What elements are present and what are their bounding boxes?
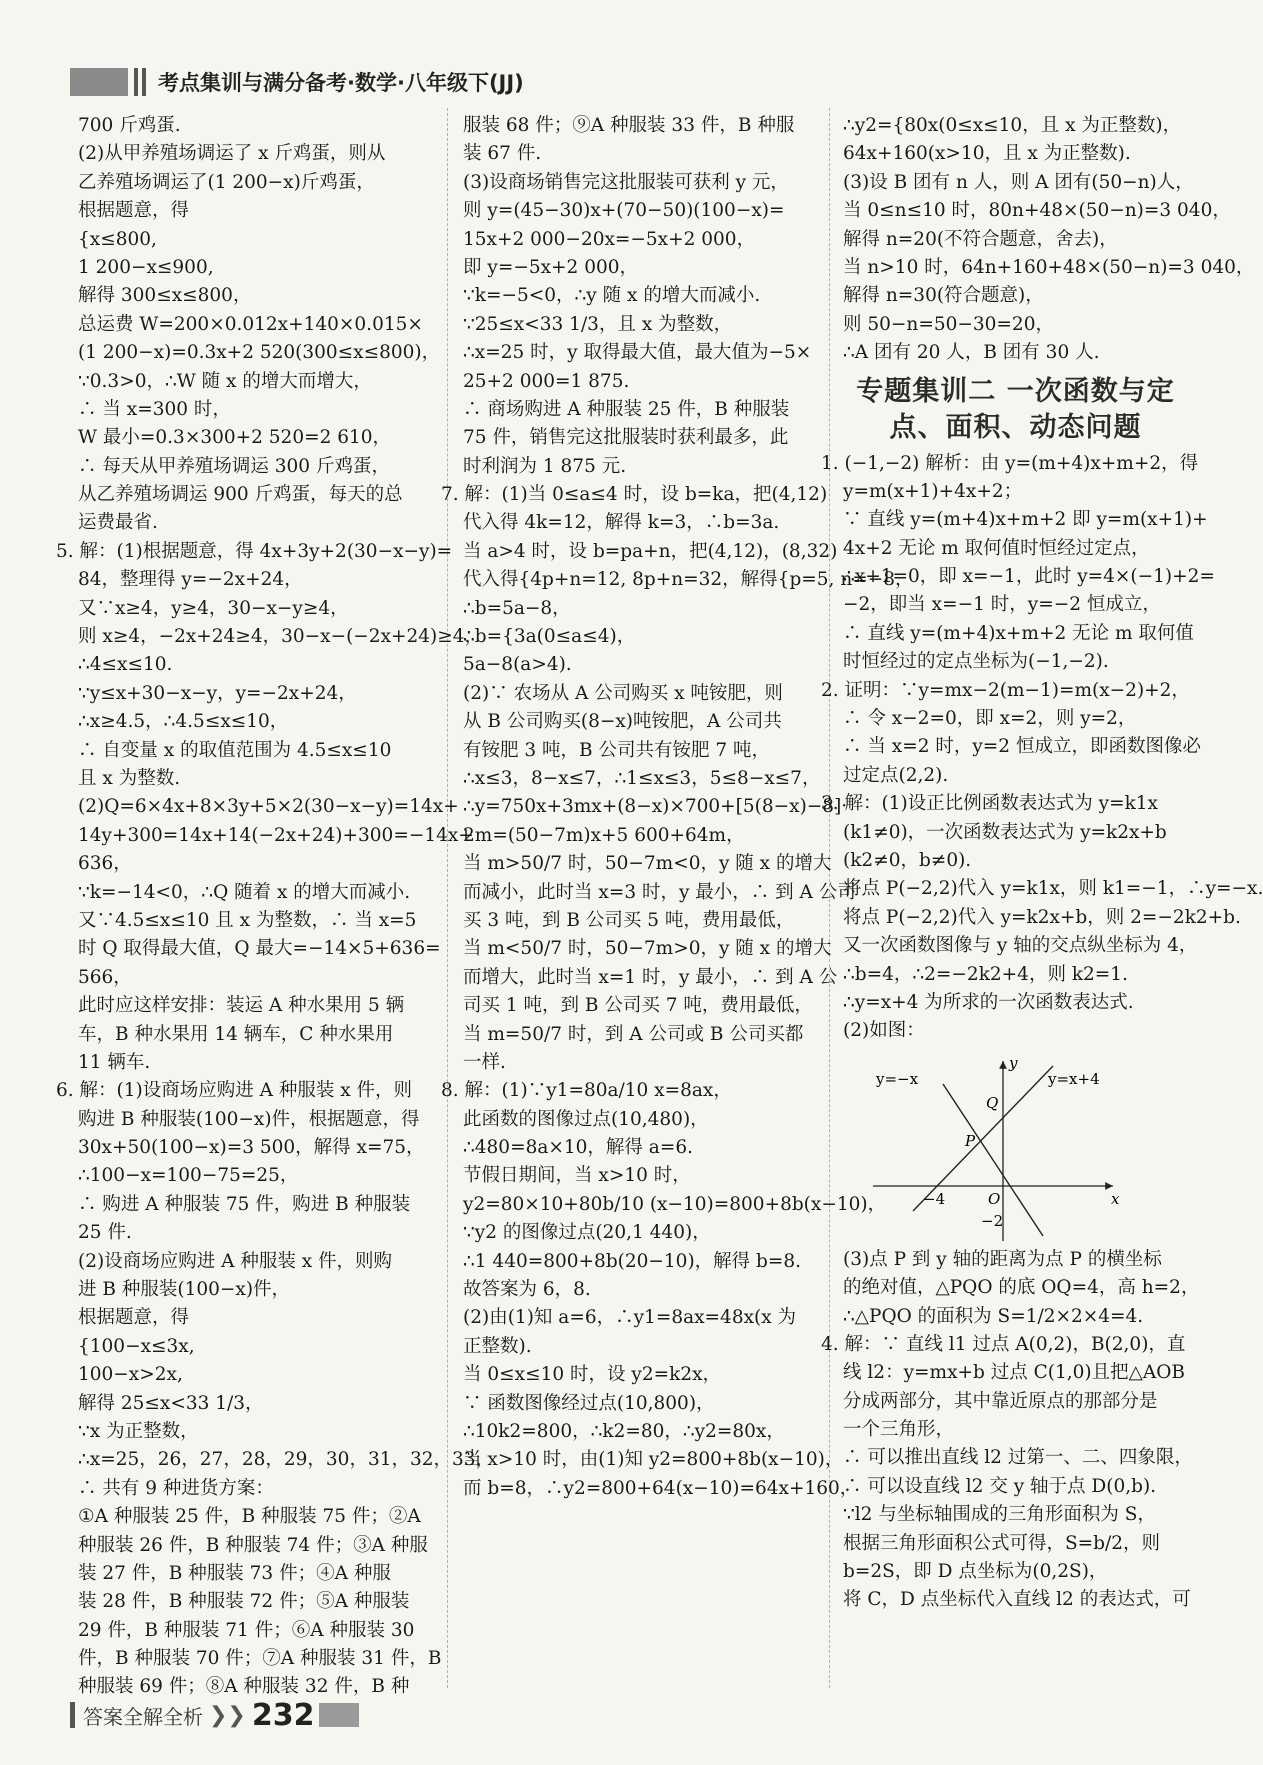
text-line: 代入得{4p+n=12, 8p+n=32，解得{p=5, n=−8， — [463, 569, 914, 591]
text-line: ∵y≤x+30−x−y，y=−2x+24， — [78, 682, 357, 704]
text-line: ∴1 440=800+8b(20−10)，解得 b=8. — [463, 1250, 802, 1272]
text-line: ∴ 自变量 x 的取值范围为 4.5≤x≤10 — [78, 739, 392, 761]
text-line: (k1≠0)，一次函数表达式为 y=k2x+b — [843, 821, 1167, 843]
column-right — [821, 112, 1263, 1615]
text-line: 当 m=50/7 时，到 A 公司或 B 公司买都 — [463, 1023, 804, 1045]
text-line: 装 67 件. — [463, 143, 542, 165]
text-line: ∵y2 的图像过点(20,1 440)， — [463, 1222, 711, 1244]
text-line: ∵25≤x<33 1/3，且 x 为整数， — [463, 313, 733, 335]
text-line: 根据题意，得 — [78, 200, 190, 222]
text-line: 从乙养殖场调运 900 斤鸡蛋，每天的总 — [78, 484, 403, 506]
text-line: ∵ 直线 y=(m+4)x+m+2 即 y=m(x+1)+ — [843, 509, 1208, 531]
text-line: 解得 25≤x<33 1/3， — [78, 1392, 264, 1414]
text-line: 进 B 种服装(100−x)件， — [78, 1279, 291, 1301]
text-line: 过定点(2,2). — [843, 764, 949, 786]
text-line: 时利润为 1 875 元. — [463, 455, 627, 477]
text-line: ∴x=25，26，27，28，29，30，31，32，33， — [78, 1449, 495, 1471]
text-line: 分成两部分，其中靠近原点的那部分是 — [843, 1390, 1158, 1412]
text-line: ∵ 函数图像经过点(10,800)， — [463, 1392, 715, 1414]
text-line: 64x+160(x>10，且 x 为正整数). — [843, 143, 1131, 165]
text-line: 且 x 为整数. — [78, 767, 181, 789]
text-line: −2，即当 x=−1 时，y=−2 恒成立， — [843, 594, 1161, 616]
text-line: 11 辆车. — [78, 1051, 151, 1073]
text-line: 将点 P(−2,2)代入 y=k1x，则 k1=−1，∴y=−x. — [843, 878, 1263, 900]
text-line: 种服装 26 件，B 种服装 74 件；③A 种服 — [78, 1534, 428, 1556]
text-line: (1 200−x)=0.3x+2 520(300≤x≤800)， — [78, 342, 441, 364]
question-line: 2. 证明：∵y=mx−2(m−1)=m(x−2)+2， — [821, 679, 1190, 701]
text-line: y2=80×10+80b/10 (x−10)=800+8b(x−10)， — [463, 1193, 887, 1215]
text-line: ∴ 可以推出直线 l2 过第一、二、四象限， — [843, 1447, 1193, 1469]
question-line: 1. (−1,−2) 解析：由 y=(m+4)x+m+2，得 — [821, 452, 1199, 474]
text-line: 司买 1 吨，到 B 公司买 7 吨，费用最低， — [463, 995, 813, 1017]
text-line: ∴100−x=100−75=25， — [78, 1165, 299, 1187]
section-title: 专题集训二 一次函数与定 — [856, 375, 1175, 407]
page-number: 232 — [251, 1697, 315, 1733]
text-line: 14y+300=14x+14(−2x+24)+300=−14x+ — [78, 824, 474, 846]
text-line: ∵0.3>0，∴W 随 x 的增大而增大， — [78, 370, 372, 392]
page-header — [70, 62, 524, 102]
text-line: 而减小，此时当 x=3 时，y 最小，∴ 到 A 公司 — [463, 881, 856, 903]
text-line: ∴ 当 x=2 时，y=2 恒成立，即函数图像必 — [843, 736, 1201, 758]
text-line: 2m=(50−7m)x+5 600+64m， — [463, 824, 745, 846]
text-line: 当 a>4 时，设 b=pa+n，把(4,12)，(8,32) — [463, 540, 838, 562]
text-line: 则 x≥4，−2x+24≥4，30−x−(−2x+24)≥4， — [78, 626, 484, 648]
text-line: 节假日期间，当 x>10 时， — [463, 1165, 691, 1187]
text-line: 解得 n=30(符合题意)， — [843, 285, 1044, 307]
text-line: ∵x 为正整数， — [78, 1420, 199, 1442]
text-line: ∴ 令 x−2=0，即 x=2，则 y=2， — [843, 708, 1137, 730]
text-line: ∵k=−5<0，∴y 随 x 的增大而减小. — [463, 285, 761, 307]
text-line: (k2≠0，b≠0). — [843, 849, 972, 871]
text-line: 100−x>2x, — [78, 1364, 183, 1386]
text-line: (2)设商场应购进 A 种服装 x 件，则购 — [78, 1250, 393, 1272]
text-line: 乙养殖场调运了(1 200−x)斤鸡蛋， — [78, 171, 375, 193]
text-line: 解得 300≤x≤800， — [78, 285, 252, 307]
text-line: 566， — [78, 966, 132, 988]
text-line: 从 B 公司购买(8−x)吨铵肥，A 公司共 — [463, 711, 782, 733]
text-line: y=m(x+1)+4x+2； — [843, 480, 1023, 502]
point-q-label: Q — [986, 1093, 999, 1112]
text-line: 30x+50(100−x)=3 500，解得 x=75， — [78, 1137, 425, 1159]
text-line: 时 Q 取得最大值，Q 最大=−14×5+636= — [78, 938, 441, 960]
text-line: 根据三角形面积公式可得，S=b/2，则 — [843, 1532, 1161, 1554]
text-line: ∴4≤x≤10. — [78, 654, 173, 676]
text-line: 4x+2 无论 m 取何值时恒经过定点， — [843, 537, 1150, 559]
text-line: ∴y=x+4 为所求的一次函数表达式. — [843, 991, 1134, 1013]
question-line: 3. 解：(1)设正比例函数表达式为 y=k1x — [821, 793, 1158, 815]
text-line: ∵l2 与坐标轴围成的三角形面积为 S， — [843, 1504, 1156, 1526]
text-line: 服装 68 件；⑨A 种服装 33 件，B 种服 — [463, 115, 795, 136]
text-line: ∴ 可以设直线 l2 交 y 轴于点 D(0,b). — [843, 1475, 1157, 1497]
text-line: 根据题意，得 — [78, 1307, 190, 1329]
text-line: ∴x≥4.5，∴4.5≤x≤10， — [78, 711, 289, 733]
text-line: 又一次函数图像与 y 轴的交点纵坐标为 4， — [843, 935, 1198, 957]
text-line: 购进 B 种服装(100−x)件，根据题意，得 — [78, 1108, 420, 1130]
label-y-x-plus-4: y=x+4 — [1048, 1069, 1100, 1088]
text-line: 700 斤鸡蛋. — [78, 115, 181, 136]
text-line: 装 27 件，B 种服装 73 件；④A 种服 — [78, 1562, 391, 1584]
text-line: ∴ 购进 A 种服装 75 件，购进 B 种服装 — [78, 1193, 411, 1215]
question-line: 7. 解：(1)当 0≤a≤4 时，设 b=ka，把(4,12) — [441, 484, 828, 506]
text-line: 此函数的图像过点(10,480)， — [463, 1108, 709, 1130]
label-y-neg-x: y=−x — [876, 1069, 919, 1088]
text-line: 则 50−n=50−30=20， — [843, 313, 1054, 335]
question-line: 6. 解：(1)设商场应购进 A 种服装 x 件，则 — [56, 1080, 413, 1102]
text-line: 当 m<50/7 时，50−7m>0，y 随 x 的增大 — [463, 938, 832, 960]
text-line: ∴△PQO 的面积为 S=1/2×2×4=4. — [843, 1305, 1144, 1327]
x-axis-label: x — [1111, 1189, 1120, 1208]
text-line: 解得 n=20(不符合题意，舍去)， — [843, 228, 1118, 250]
text-line: 装 28 件，B 种服装 72 件；⑤A 种服装 — [78, 1591, 410, 1613]
footer-decoration-bar — [70, 1702, 75, 1728]
origin-label: O — [988, 1189, 1001, 1208]
text-line: 当 m>50/7 时，50−7m<0，y 随 x 的增大 — [463, 853, 832, 875]
text-line: 将点 P(−2,2)代入 y=k2x+b，则 2=−2k2+b. — [843, 906, 1241, 928]
text-line: 当 0≤n≤10 时，80n+48×(50−n)=3 040， — [843, 200, 1231, 222]
text-line: 的绝对值，△PQO 的底 OQ=4，高 h=2， — [843, 1277, 1200, 1299]
text-line: ∴ 共有 9 种进货方案： — [78, 1477, 274, 1499]
text-line: 25 件. — [78, 1222, 132, 1244]
book-title: 考点集训与满分备考·数学·八年级下(JJ) — [158, 71, 524, 95]
y-tick-label: −2 — [981, 1211, 1004, 1230]
text-line: 此时应这样安排：装运 A 种水果用 5 辆 — [78, 995, 405, 1017]
text-line: 25+2 000=1 875. — [463, 370, 630, 392]
text-line: 故答案为 6，8. — [463, 1279, 591, 1301]
text-line: 又∵4.5≤x≤10 且 x 为整数，∴ 当 x=5 — [78, 909, 417, 931]
text-line: 当 x>10 时，由(1)知 y2=800+8b(x−10)， — [463, 1449, 844, 1471]
text-line: 有铵肥 3 吨，B 公司共有铵肥 7 吨， — [463, 739, 771, 761]
text-line: (3)设 B 团有 n 人，则 A 团有(50−n)人， — [843, 171, 1194, 193]
text-line: ∴480=8a×10，解得 a=6. — [463, 1137, 693, 1159]
text-line: 总运费 W=200×0.012x+140×0.015× — [78, 313, 423, 335]
footer-label: 答案全解全析 — [83, 1704, 203, 1729]
text-line: 又∵x≥4，y≥4，30−x−y≥4， — [78, 597, 349, 619]
text-line: ∴y2={80x(0≤x≤10，且 x 为正整数)， — [843, 115, 1182, 136]
text-line: 84，整理得 y=−2x+24， — [78, 569, 303, 591]
text-line: ∴b=4，∴2=−2k2+4，则 k2=1. — [843, 963, 1128, 985]
text-line: {100−x≤3x, — [78, 1335, 195, 1357]
text-line: ∴ 直线 y=(m+4)x+m+2 无论 m 取何值 — [843, 622, 1194, 644]
text-line: W 最小=0.3×300+2 520=2 610， — [78, 427, 392, 449]
text-line: 1 200−x≤900, — [78, 256, 214, 278]
text-line: ∴y=750x+3mx+(8−x)×700+[5(8−x)−8]· — [463, 796, 848, 818]
text-line: ∴x≤3，8−x≤7，∴1≤x≤3，5≤8−x≤7， — [463, 767, 821, 789]
footer-decoration-block — [319, 1703, 359, 1727]
text-line: ∴A 团有 20 人，B 团有 30 人. — [843, 342, 1100, 364]
double-chevron-icon: ❯❯ — [209, 1702, 246, 1728]
text-line: 车，B 种水果用 14 辆车，C 种水果用 — [78, 1023, 394, 1045]
question-line: 4. 解：∵ 直线 l1 过点 A(0,2)，B(2,0)，直 — [821, 1333, 1186, 1355]
text-line: (2)由(1)知 a=6，∴y1=8ax=48x(x 为 — [463, 1307, 797, 1329]
text-line: b=2S，即 D 点坐标为(0,2S)， — [843, 1561, 1108, 1583]
question-line: 8. 解：(1)∵y1=80a/10 x=8ax， — [441, 1080, 732, 1102]
text-line: 运费最省. — [78, 512, 158, 534]
text-line: 15x+2 000−20x=−5x+2 000， — [463, 228, 756, 250]
text-line: ∴10k2=800，∴k2=80，∴y2=80x， — [463, 1420, 785, 1442]
text-line: ∴x=25 时，y 取得最大值，最大值为−5× — [463, 342, 812, 364]
text-line: 当 n>10 时，64n+160+48×(50−n)=3 040， — [843, 256, 1255, 278]
text-line: ∴x+1=0，即 x=−1，此时 y=4×(−1)+2= — [843, 566, 1215, 588]
text-line: 时恒经过的定点坐标为(−1,−2). — [843, 651, 1109, 673]
text-line: 种服装 69 件；⑧A 种服装 32 件，B 种 — [78, 1676, 410, 1698]
page-footer — [70, 1697, 359, 1733]
point-p-label: P — [965, 1131, 976, 1150]
text-line: 一个三角形， — [843, 1419, 955, 1441]
text-line: 则 y=(45−30)x+(70−50)(100−x)= — [463, 200, 785, 222]
text-line: ∴b=5a−8， — [463, 597, 571, 619]
text-line: (2)从甲养殖场调运了 x 斤鸡蛋，则从 — [78, 143, 386, 165]
text-line: 75 件，销售完这批服装时获利最多，此 — [463, 427, 789, 449]
text-line: (3)设商场销售完这批服装可获利 y 元， — [463, 171, 789, 193]
question-line: 5. 解：(1)根据题意，得 4x+3y+2(30−x−y)= — [56, 540, 453, 562]
text-line: ∴ 每天从甲养殖场调运 300 斤鸡蛋， — [78, 455, 390, 477]
text-line: 线 l2：y=mx+b 过点 C(1,0)且把△AOB — [843, 1362, 1185, 1384]
header-decoration-bar — [134, 68, 138, 96]
text-line: 代入得 4k=12，解得 k=3，∴b=3a. — [463, 512, 780, 534]
text-line: ∴ 商场购进 A 种服装 25 件，B 种服装 — [463, 398, 790, 420]
x-tick-label: −4 — [923, 1189, 946, 1208]
text-line: 当 0≤x≤10 时，设 y2=k2x， — [463, 1364, 722, 1386]
text-line: ①A 种服装 25 件，B 种服装 75 件；②A — [78, 1506, 421, 1528]
text-line: 将 C，D 点坐标代入直线 l2 的表达式，可 — [843, 1589, 1191, 1611]
header-decoration-block — [70, 68, 128, 96]
text-line: 636， — [78, 853, 132, 875]
text-line: 买 3 吨，到 B 公司买 5 吨，费用最低， — [463, 909, 795, 931]
text-line: (3)点 P 到 y 轴的距离为点 P 的横坐标 — [843, 1248, 1162, 1270]
function-graph — [843, 1046, 1188, 1246]
text-line: 5a−8(a>4). — [463, 654, 572, 676]
section-title: 点、面积、动态问题 — [889, 411, 1142, 443]
text-line: (2)如图： — [843, 1020, 925, 1042]
text-line: 而 b=8，∴y2=800+64(x−10)=64x+160， — [463, 1477, 859, 1499]
header-decoration-bar — [142, 68, 146, 96]
text-line: 而增大，此时当 x=1 时，y 最小，∴ 到 A 公 — [463, 966, 838, 988]
text-line: 一样. — [463, 1051, 506, 1073]
text-line: 即 y=−5x+2 000， — [463, 256, 639, 278]
text-line: ∵k=−14<0，∴Q 随着 x 的增大而减小. — [78, 881, 411, 903]
text-line: (2)∵ 农场从 A 公司购买 x 吨铵肥，则 — [463, 682, 783, 704]
y-axis-label: y — [1009, 1053, 1018, 1072]
text-line: {x≤800, — [78, 228, 157, 250]
text-line: ∴ 当 x=300 时， — [78, 398, 231, 420]
text-line: 件，B 种服装 70 件；⑦A 种服装 31 件，B — [78, 1648, 442, 1670]
text-line: (2)Q=6×4x+8×3y+5×2(30−x−y)=14x+ — [78, 796, 459, 818]
graph-svg — [843, 1046, 1188, 1246]
text-line: ∴b={3a(0≤a≤4)， — [463, 626, 636, 648]
text-line: 29 件，B 种服装 71 件；⑥A 种服装 30 — [78, 1619, 415, 1641]
text-line: 正整数). — [463, 1335, 532, 1357]
